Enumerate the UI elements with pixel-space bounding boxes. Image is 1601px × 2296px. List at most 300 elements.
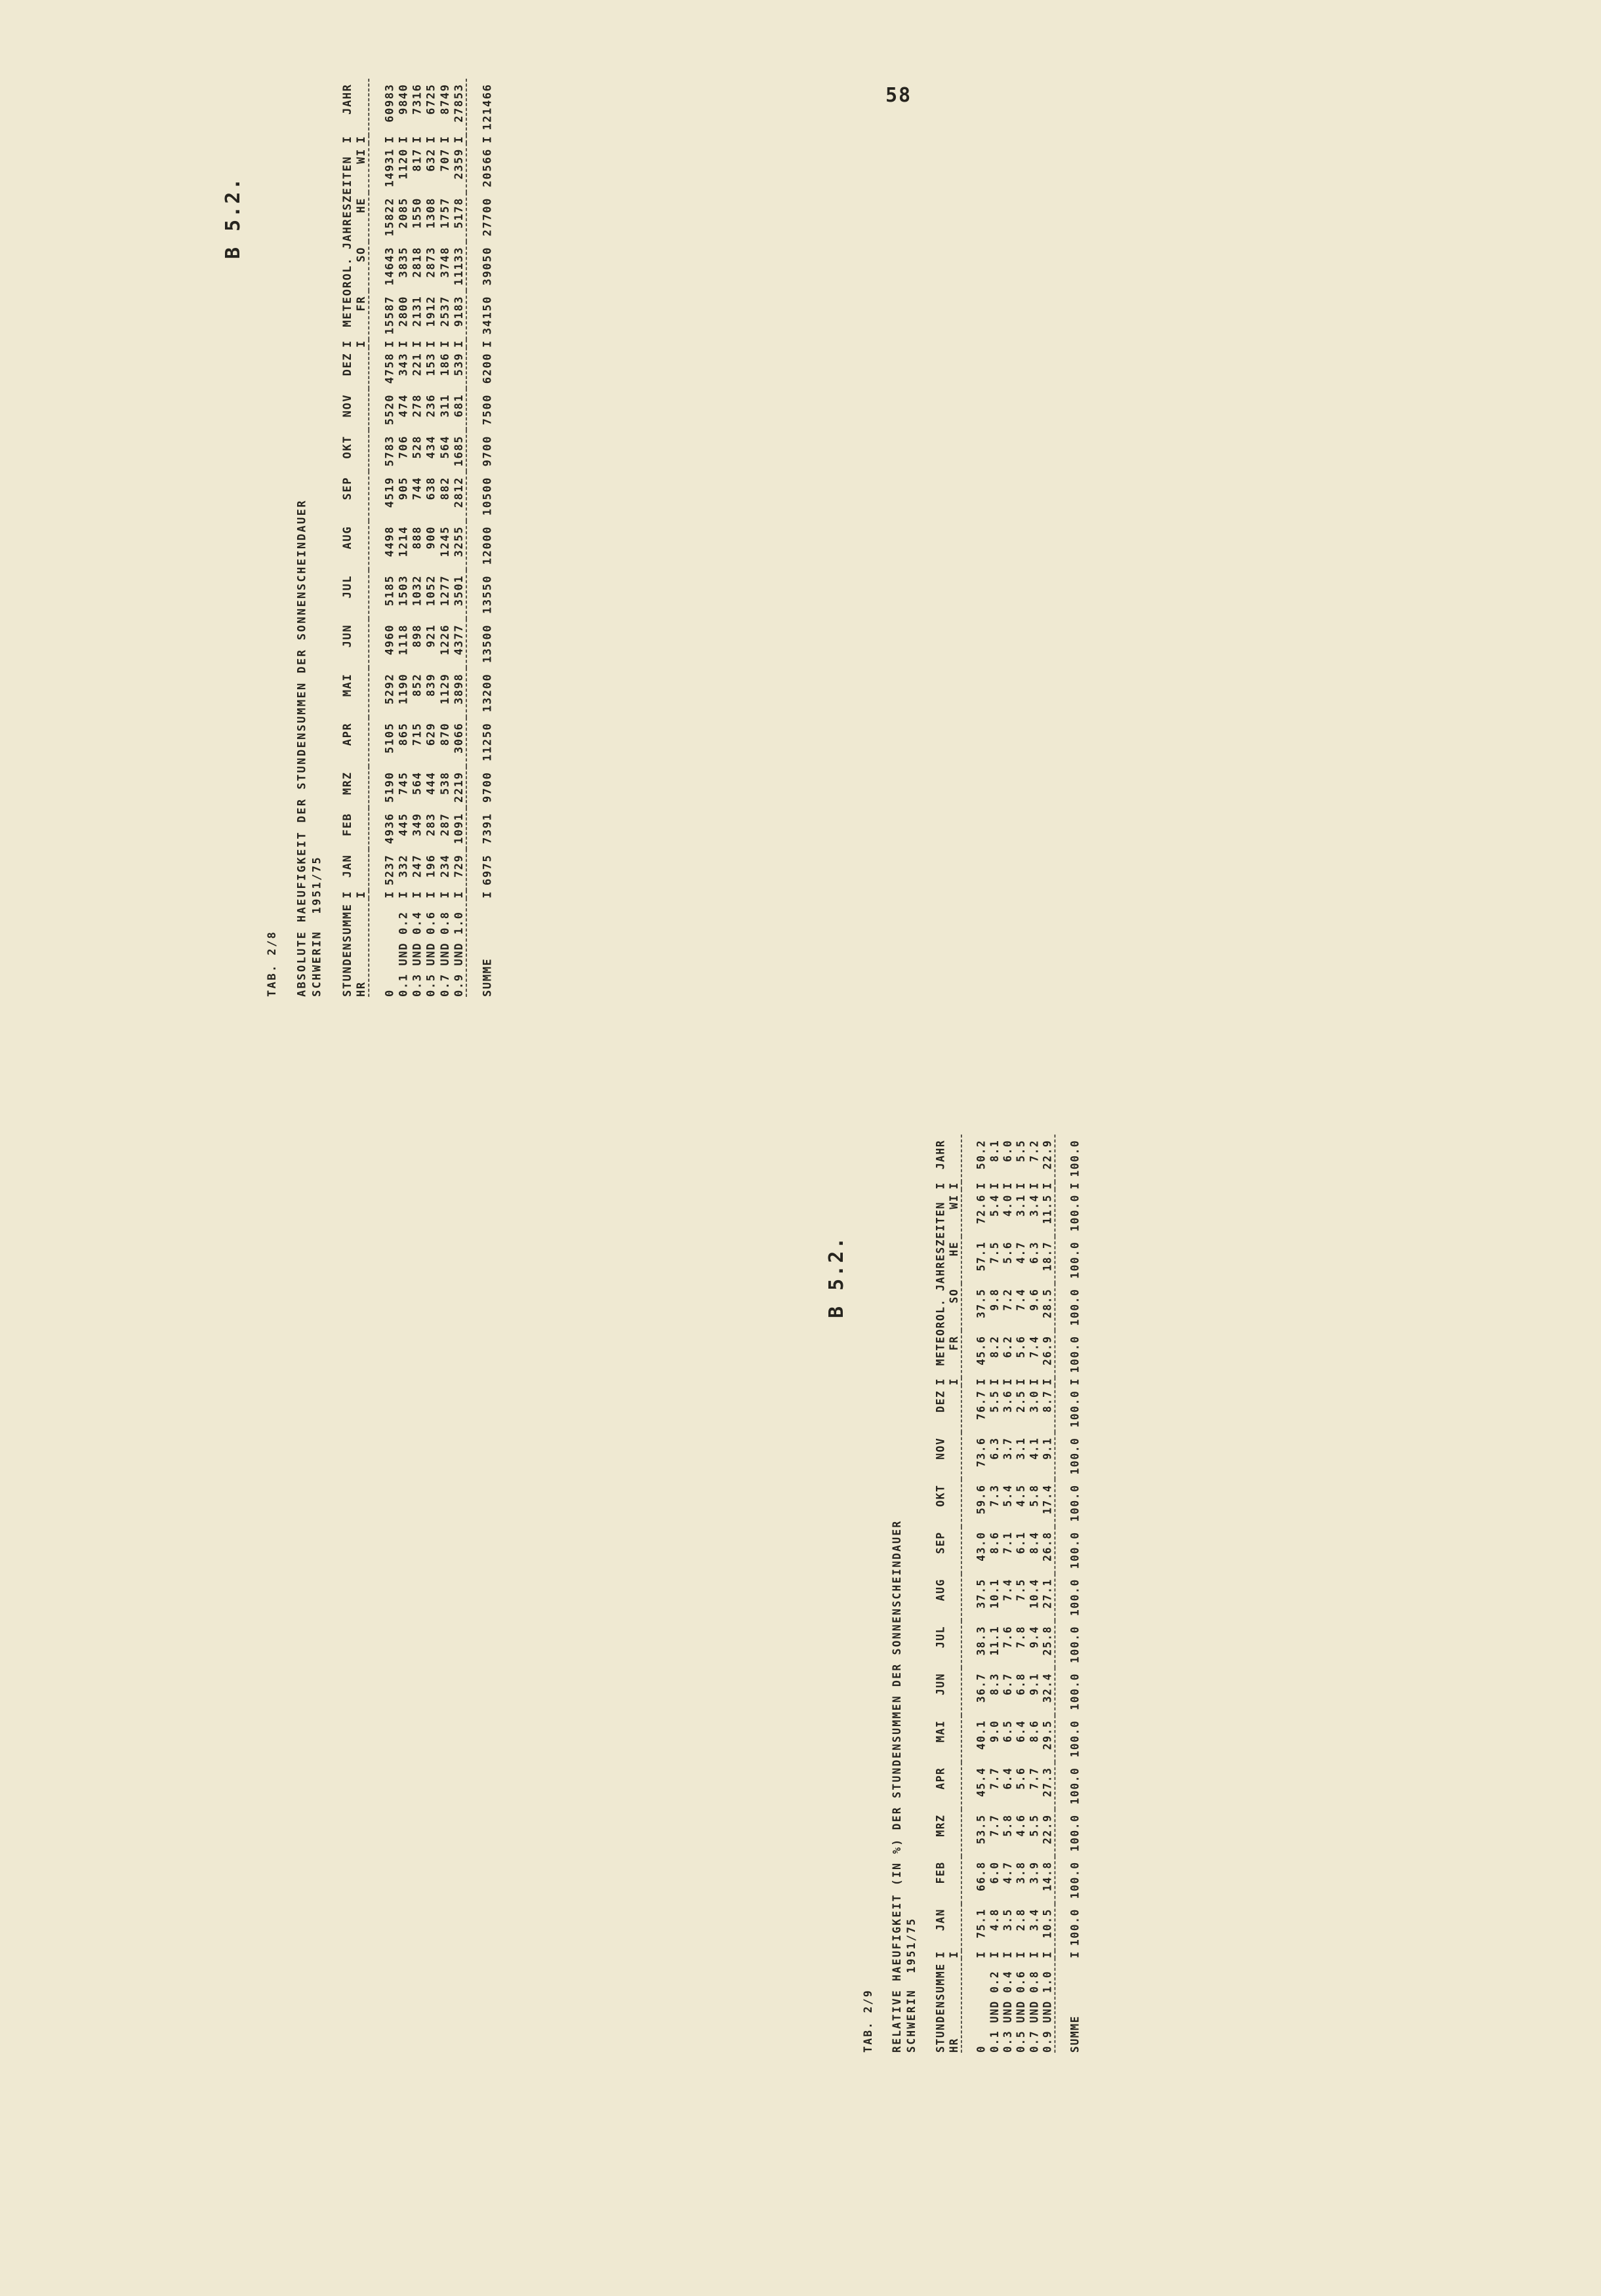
month-value: 7500 — [481, 393, 495, 426]
row-label: SUMME — [1069, 2015, 1082, 2053]
row-label: 0.1 UND 0.2 — [988, 1970, 1002, 2053]
empty-cell — [948, 1480, 962, 1527]
column-separator: I — [1069, 1182, 1082, 1190]
season-value: 72.6 — [975, 1194, 988, 1224]
month-header: NOV — [935, 1437, 948, 1460]
season-value: 2537 — [438, 295, 452, 327]
month-value: 100.0 — [1069, 1908, 1082, 1946]
month-value: 638 — [424, 476, 438, 500]
season-value: 3.4 — [1028, 1194, 1041, 1217]
column-separator: I — [935, 1182, 948, 1190]
empty-cell — [354, 521, 369, 570]
month-value: 6975 — [481, 854, 495, 886]
month-value: 221 — [411, 352, 424, 376]
empty-cell — [948, 1715, 962, 1762]
season-value: 11133 — [452, 246, 466, 286]
column-separator: I — [355, 135, 368, 144]
dashed-rule — [369, 79, 383, 997]
season-value: 2818 — [411, 246, 424, 278]
month-value: 13200 — [481, 673, 495, 712]
column-separator: I — [988, 1950, 1002, 1958]
season-header: WI — [355, 148, 368, 164]
year-value: 121466 — [481, 83, 495, 131]
row-label: SUMME — [481, 957, 495, 997]
month-value: 53.5 — [975, 1814, 988, 1844]
table-block-relative — [862, 1139, 1082, 2053]
row-label: 0.7 UND 0.8 — [438, 911, 452, 997]
month-header: DEZ — [341, 352, 354, 376]
column-separator: I — [355, 340, 368, 348]
month-value: 564 — [438, 435, 452, 459]
month-value: 882 — [438, 476, 452, 500]
section-code: B 5.2. — [222, 176, 245, 259]
empty-cell — [948, 1809, 962, 1857]
column-separator: I — [988, 1182, 1002, 1190]
month-value: 7.4 — [1002, 1579, 1015, 1601]
table-row — [424, 79, 438, 997]
month-value: 5.8 — [1002, 1814, 1015, 1837]
column-separator: I — [1042, 1950, 1054, 1958]
month-value: 4.6 — [1015, 1814, 1028, 1837]
month-value: 3.7 — [1002, 1437, 1015, 1460]
month-value: 7.8 — [1015, 1626, 1028, 1649]
dashed-rule-cell — [962, 1135, 975, 2053]
month-value: 196 — [424, 854, 438, 878]
row-label: 0.5 UND 0.6 — [1015, 1970, 1028, 2053]
header-row — [340, 79, 354, 997]
month-value: 900 — [424, 525, 438, 550]
column-separator: I — [1042, 1182, 1054, 1190]
month-value: 5.8 — [1028, 1484, 1041, 1507]
month-value: 2.5 — [1015, 1390, 1028, 1413]
table-row — [481, 79, 495, 997]
season-value: 39050 — [481, 246, 495, 286]
year-value: 50.2 — [975, 1139, 988, 1170]
month-value: 26.8 — [1042, 1531, 1054, 1561]
season-value: 9.6 — [1028, 1288, 1041, 1311]
month-value: 76.7 — [975, 1390, 988, 1420]
row-label: 0 — [383, 989, 397, 997]
month-value: 1226 — [438, 624, 452, 656]
month-value: 6.8 — [1015, 1672, 1028, 1696]
row-header-unit: HR — [948, 2038, 961, 2053]
month-value: 10.1 — [988, 1579, 1002, 1609]
column-separator: I — [1002, 1950, 1015, 1958]
column-separator: I — [383, 135, 397, 144]
season-value: 5.4 — [988, 1194, 1002, 1217]
season-value: 2131 — [411, 295, 424, 327]
month-value: 236 — [424, 393, 438, 418]
month-value: 9.0 — [988, 1720, 1002, 1742]
month-value: 7.1 — [1002, 1531, 1015, 1554]
row-label: 0.7 UND 0.8 — [1028, 1970, 1041, 2053]
month-value: 3.8 — [1015, 1861, 1028, 1884]
season-value: 100.0 — [1069, 1288, 1082, 1326]
row-label: 0.3 UND 0.4 — [411, 911, 424, 997]
month-value: 4.5 — [1015, 1484, 1028, 1507]
season-value: 18.7 — [1042, 1241, 1054, 1272]
dashed-rule-cell — [369, 79, 383, 997]
season-value: 14643 — [383, 246, 397, 286]
column-separator: I — [355, 890, 368, 898]
month-header: MAI — [935, 1720, 948, 1742]
month-value: 37.5 — [975, 1579, 988, 1609]
column-separator: I — [481, 340, 495, 348]
row-label: 0.9 UND 1.0 — [1042, 1970, 1054, 2053]
month-value: 5.4 — [1002, 1484, 1015, 1507]
month-value: 283 — [424, 813, 438, 837]
month-value: 444 — [424, 771, 438, 796]
column-separator: I — [1002, 1377, 1015, 1386]
month-value: 36.7 — [975, 1672, 988, 1703]
season-value: 15822 — [383, 197, 397, 237]
season-value: 632 — [424, 148, 438, 172]
month-value: 8.4 — [1028, 1531, 1041, 1554]
month-value: 4960 — [383, 624, 397, 656]
month-value: 898 — [411, 624, 424, 648]
year-value: 60983 — [383, 83, 397, 123]
season-header: SO — [948, 1288, 961, 1304]
empty-cell — [354, 570, 369, 619]
month-value: 4498 — [383, 525, 397, 557]
month-value: 27.3 — [1042, 1767, 1054, 1798]
year-value: 7316 — [411, 83, 424, 115]
month-header: JUL — [341, 574, 354, 599]
month-value: 2219 — [452, 771, 466, 803]
month-value: 729 — [452, 854, 466, 878]
empty-cell — [354, 717, 369, 767]
column-separator: I — [988, 1377, 1002, 1386]
month-header: JAN — [935, 1908, 948, 1931]
month-value: 75.1 — [975, 1908, 988, 1939]
table-row — [411, 79, 424, 997]
season-value: 2085 — [397, 197, 411, 229]
month-value: 539 — [452, 352, 466, 376]
season-header: WI — [948, 1194, 961, 1209]
month-value: 1052 — [424, 574, 438, 607]
month-value: 5.5 — [1028, 1814, 1041, 1837]
empty-cell — [948, 1432, 962, 1480]
season-value: 1308 — [424, 197, 438, 229]
empty-cell — [354, 808, 369, 849]
month-value: 7.5 — [1015, 1579, 1028, 1601]
season-group-header: METEOROL. JAHRESZEITEN — [935, 1201, 948, 1366]
month-value: 6.5 — [1002, 1720, 1015, 1742]
month-value: 745 — [397, 771, 411, 796]
month-value: 5292 — [383, 673, 397, 705]
month-value: 564 — [411, 771, 424, 796]
month-value: 1118 — [397, 624, 411, 656]
month-value: 100.0 — [1069, 1626, 1082, 1663]
empty-cell — [354, 849, 369, 891]
month-value: 3.0 — [1028, 1390, 1041, 1413]
month-value: 27.1 — [1042, 1579, 1054, 1609]
month-value: 3.6 — [1002, 1390, 1015, 1413]
empty-cell — [354, 348, 369, 389]
year-value: 22.9 — [1042, 1139, 1054, 1170]
month-value: 1503 — [397, 574, 411, 607]
season-value: 45.6 — [975, 1335, 988, 1366]
month-value: 40.1 — [975, 1720, 988, 1750]
month-value: 278 — [411, 393, 424, 418]
month-value: 8.6 — [1028, 1720, 1041, 1742]
column-separator: I — [1015, 1377, 1028, 1386]
month-value: 2.8 — [1015, 1908, 1028, 1931]
month-value: 1277 — [438, 574, 452, 607]
season-value: 4.0 — [1002, 1194, 1015, 1217]
year-value: 100.0 — [1069, 1139, 1082, 1177]
season-value: 4.7 — [1015, 1241, 1028, 1264]
month-value: 6.7 — [1002, 1672, 1015, 1696]
column-separator: I — [948, 1950, 961, 1958]
month-value: 7.3 — [988, 1484, 1002, 1507]
column-separator: I — [341, 890, 354, 898]
month-value: 45.4 — [975, 1767, 988, 1798]
month-value: 3.9 — [1028, 1861, 1041, 1884]
column-separator: I — [341, 340, 354, 348]
column-separator: I — [975, 1182, 988, 1190]
month-header: AUG — [341, 525, 354, 550]
empty-cell — [354, 767, 369, 808]
season-value: 707 — [438, 148, 452, 172]
season-header: HE — [355, 197, 368, 213]
month-value: 9700 — [481, 435, 495, 467]
season-value: 6.2 — [1002, 1335, 1015, 1358]
month-value: 100.0 — [1069, 1672, 1082, 1710]
dashed-rule — [1055, 1135, 1068, 2053]
season-header: FR — [948, 1335, 961, 1351]
month-header: DEZ — [935, 1390, 948, 1413]
dashed-rule — [466, 79, 481, 997]
month-value: 7391 — [481, 813, 495, 845]
month-value: 10.5 — [1042, 1908, 1054, 1939]
season-value: 7.4 — [1015, 1288, 1028, 1311]
column-separator: I — [1042, 1377, 1054, 1386]
month-value: 8.7 — [1042, 1390, 1054, 1413]
month-value: 5520 — [383, 393, 397, 426]
column-separator: I — [411, 135, 424, 144]
row-header: STUNDENSUMME — [341, 903, 354, 997]
row-label: 0.3 UND 0.4 — [1002, 1970, 1015, 2053]
empty-cell — [948, 1668, 962, 1715]
month-value: 681 — [452, 393, 466, 418]
column-separator: I — [452, 135, 466, 144]
season-value: 100.0 — [1069, 1241, 1082, 1279]
month-value: 4.1 — [1028, 1437, 1041, 1460]
column-separator: I — [438, 890, 452, 898]
column-separator: I — [452, 890, 466, 898]
column-separator: I — [1028, 1950, 1041, 1958]
month-value: 22.9 — [1042, 1814, 1054, 1844]
column-separator: I — [975, 1950, 988, 1958]
season-value: 5.6 — [1002, 1241, 1015, 1264]
table-row — [1015, 1135, 1028, 2053]
month-value: 343 — [397, 352, 411, 376]
table-row — [1042, 1135, 1055, 2053]
month-value: 6.4 — [1002, 1767, 1015, 1790]
column-separator: I — [424, 890, 438, 898]
empty-cell — [948, 1385, 962, 1432]
month-value: 3501 — [452, 574, 466, 607]
table-row — [438, 79, 452, 997]
month-header: JAN — [341, 854, 354, 878]
month-header: APR — [341, 722, 354, 746]
station-period: SCHWERIN 1951/75 — [905, 1917, 918, 2053]
season-value: 7.2 — [1002, 1288, 1015, 1311]
column-separator: I — [438, 135, 452, 144]
month-value: 1190 — [397, 673, 411, 705]
table-row — [988, 1135, 1002, 2053]
month-value: 100.0 — [1069, 1861, 1082, 1899]
dashed-rule — [962, 1135, 975, 2053]
season-value: 20566 — [481, 148, 495, 188]
dashed-rule-cell — [466, 79, 481, 997]
station-period: SCHWERIN 1951/75 — [310, 855, 323, 997]
column-separator: I — [424, 135, 438, 144]
season-value: 37.5 — [975, 1288, 988, 1319]
month-value: 8.3 — [988, 1672, 1002, 1696]
header-row — [935, 1135, 948, 2053]
column-separator: I — [1028, 1182, 1041, 1190]
month-value: 1214 — [397, 525, 411, 557]
empty-cell — [354, 472, 369, 521]
year-value: 9840 — [397, 83, 411, 115]
column-separator: I — [397, 135, 411, 144]
month-value: 100.0 — [1069, 1390, 1082, 1428]
month-value: 629 — [424, 722, 438, 746]
month-header: MAI — [341, 673, 354, 697]
month-value: 4519 — [383, 476, 397, 508]
month-value: 5237 — [383, 854, 397, 886]
month-value: 1091 — [452, 813, 466, 845]
month-value: 5105 — [383, 722, 397, 754]
month-value: 3898 — [452, 673, 466, 705]
column-separator: I — [481, 890, 495, 898]
month-value: 888 — [411, 525, 424, 550]
column-separator: I — [424, 340, 438, 348]
month-value: 1129 — [438, 673, 452, 705]
table-title: RELATIVE HAEUFIGKEIT (IN %) DER STUNDENSUMMEN DER SONNENSCHEINDAUER — [891, 1520, 904, 2053]
empty-cell — [948, 1527, 962, 1574]
month-header: NOV — [341, 393, 354, 418]
month-value: 4377 — [452, 624, 466, 656]
table-row — [397, 79, 411, 997]
season-header: HE — [948, 1241, 961, 1257]
table-row — [975, 1135, 988, 2053]
month-value: 7.6 — [1002, 1626, 1015, 1649]
month-value: 9.4 — [1028, 1626, 1041, 1649]
month-value: 73.6 — [975, 1437, 988, 1468]
column-separator: I — [975, 1377, 988, 1386]
month-value: 3255 — [452, 525, 466, 557]
season-value: 14931 — [383, 148, 397, 188]
month-value: 6.4 — [1015, 1720, 1028, 1742]
year-value: 8749 — [438, 83, 452, 115]
season-value: 2873 — [424, 246, 438, 278]
column-separator: I — [383, 340, 397, 348]
season-value: 7.5 — [988, 1241, 1002, 1264]
month-value: 528 — [411, 435, 424, 459]
month-value: 100.0 — [1069, 1720, 1082, 1758]
season-value: 817 — [411, 148, 424, 172]
month-header: MRZ — [935, 1814, 948, 1837]
empty-cell — [948, 1857, 962, 1904]
season-value: 1757 — [438, 197, 452, 229]
month-value: 12000 — [481, 525, 495, 565]
month-value: 100.0 — [1069, 1579, 1082, 1617]
month-value: 1685 — [452, 435, 466, 467]
month-value: 11.1 — [988, 1626, 1002, 1656]
month-value: 311 — [438, 393, 452, 418]
month-value: 186 — [438, 352, 452, 376]
month-value: 434 — [424, 435, 438, 459]
table-block-absolute — [266, 83, 495, 997]
season-value: 5.6 — [1015, 1335, 1028, 1358]
column-separator: I — [1028, 1377, 1041, 1386]
month-value: 153 — [424, 352, 438, 376]
column-separator: I — [1069, 1377, 1082, 1386]
column-separator: I — [438, 340, 452, 348]
month-value: 100.0 — [1069, 1814, 1082, 1852]
column-separator: I — [1002, 1182, 1015, 1190]
header-row — [354, 79, 369, 997]
month-value: 14.8 — [1042, 1861, 1054, 1891]
row-label: 0.1 UND 0.2 — [397, 911, 411, 997]
month-value: 2812 — [452, 476, 466, 508]
season-header: FR — [355, 295, 368, 312]
month-value: 32.4 — [1042, 1672, 1054, 1703]
season-value: 57.1 — [975, 1241, 988, 1272]
month-value: 4936 — [383, 813, 397, 845]
month-value: 706 — [397, 435, 411, 459]
month-value: 4758 — [383, 352, 397, 384]
season-value: 1550 — [411, 197, 424, 229]
month-header: OKT — [341, 435, 354, 459]
column-separator: I — [935, 1950, 948, 1958]
month-header: FEB — [935, 1861, 948, 1884]
column-separator: I — [948, 1182, 961, 1190]
month-value: 9.1 — [1028, 1672, 1041, 1696]
month-value: 13550 — [481, 574, 495, 614]
frequency-table — [340, 79, 494, 997]
season-value: 9183 — [452, 295, 466, 327]
empty-cell — [354, 619, 369, 668]
season-value: 15587 — [383, 295, 397, 335]
season-value: 1912 — [424, 295, 438, 327]
month-value: 11250 — [481, 722, 495, 761]
season-value: 3748 — [438, 246, 452, 278]
row-label: 0.5 UND 0.6 — [424, 911, 438, 997]
month-header: JUN — [935, 1672, 948, 1696]
column-separator: I — [383, 890, 397, 898]
season-value: 1120 — [397, 148, 411, 180]
month-header: FEB — [341, 813, 354, 837]
empty-cell — [948, 1621, 962, 1668]
season-header: SO — [355, 246, 368, 262]
season-value: 100.0 — [1069, 1194, 1082, 1232]
month-value: 7.7 — [988, 1814, 1002, 1837]
year-value: 7.2 — [1028, 1139, 1041, 1162]
month-value: 6.1 — [1015, 1531, 1028, 1554]
month-value: 349 — [411, 813, 424, 837]
month-value: 66.8 — [975, 1861, 988, 1891]
month-value: 1032 — [411, 574, 424, 607]
table-row — [383, 79, 397, 997]
month-value: 4.8 — [988, 1908, 1002, 1931]
month-value: 5.5 — [988, 1390, 1002, 1413]
row-label: 0 — [975, 2045, 988, 2053]
month-value: 744 — [411, 476, 424, 500]
